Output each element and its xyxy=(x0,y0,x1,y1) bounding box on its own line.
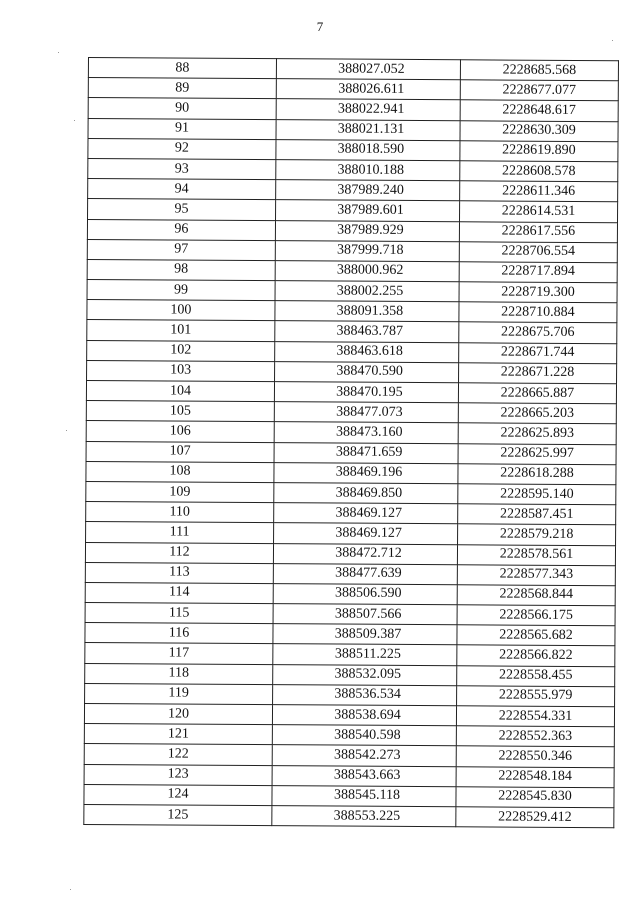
y-coordinate-cell: 2228550.346 xyxy=(456,746,614,767)
point-number-cell: 111 xyxy=(86,522,274,543)
x-coordinate-cell: 388469.127 xyxy=(274,523,458,544)
x-coordinate-cell: 388545.118 xyxy=(272,785,456,806)
x-coordinate-cell: 388511.225 xyxy=(273,644,457,665)
table-row xyxy=(84,804,614,827)
point-number-cell: 92 xyxy=(88,138,276,159)
point-number-cell: 95 xyxy=(88,199,276,220)
y-coordinate-cell: 2228619.890 xyxy=(460,141,618,162)
point-number-cell: 91 xyxy=(88,118,276,139)
y-coordinate-cell: 2228614.531 xyxy=(460,201,618,222)
point-number-cell: 112 xyxy=(85,542,273,563)
point-number-cell: 119 xyxy=(85,683,273,704)
x-coordinate-cell: 388463.618 xyxy=(275,341,459,362)
x-coordinate-cell: 387989.601 xyxy=(276,200,460,221)
point-number-cell: 108 xyxy=(86,461,274,482)
x-coordinate-cell: 388091.358 xyxy=(275,301,459,322)
y-coordinate-cell: 2228671.744 xyxy=(459,342,617,363)
point-number-cell: 96 xyxy=(87,219,275,240)
y-coordinate-cell: 2228706.554 xyxy=(459,241,617,262)
point-number-cell: 105 xyxy=(86,401,274,422)
y-coordinate-cell: 2228618.288 xyxy=(458,464,616,485)
y-coordinate-cell: 2228675.706 xyxy=(459,322,617,343)
point-number-cell: 103 xyxy=(87,360,275,381)
y-coordinate-cell: 2228719.300 xyxy=(459,282,617,303)
x-coordinate-cell: 388463.787 xyxy=(275,321,459,342)
y-coordinate-cell: 2228579.218 xyxy=(458,524,616,545)
y-coordinate-cell: 2228671.228 xyxy=(459,363,617,384)
point-number-cell: 99 xyxy=(87,280,275,301)
y-coordinate-cell: 2228568.844 xyxy=(457,585,615,606)
x-coordinate-cell: 388469.127 xyxy=(274,503,458,524)
scan-speck xyxy=(70,889,71,890)
y-coordinate-cell: 2228577.343 xyxy=(457,564,615,585)
x-coordinate-cell: 388540.598 xyxy=(272,725,456,746)
point-number-cell: 123 xyxy=(84,764,272,785)
y-coordinate-cell: 2228717.894 xyxy=(459,262,617,283)
point-number-cell: 90 xyxy=(88,98,276,119)
coordinate-table xyxy=(83,57,619,828)
point-number-cell: 107 xyxy=(86,441,274,462)
point-number-cell: 118 xyxy=(85,663,273,684)
scan-speck xyxy=(58,52,59,53)
x-coordinate-cell: 388507.566 xyxy=(273,604,457,625)
y-coordinate-cell: 2228578.561 xyxy=(457,544,615,565)
x-coordinate-cell: 388509.387 xyxy=(273,624,457,645)
y-coordinate-cell: 2228648.617 xyxy=(460,100,618,121)
scan-speck xyxy=(74,120,75,121)
point-number-cell: 89 xyxy=(88,78,276,99)
x-coordinate-cell: 388543.663 xyxy=(272,765,456,786)
x-coordinate-cell: 388532.095 xyxy=(273,664,457,685)
y-coordinate-cell: 2228625.893 xyxy=(458,423,616,444)
point-number-cell: 113 xyxy=(85,562,273,583)
x-coordinate-cell: 388506.590 xyxy=(273,584,457,605)
y-coordinate-cell: 2228625.997 xyxy=(458,443,616,464)
point-number-cell: 94 xyxy=(88,179,276,200)
point-number-cell: 124 xyxy=(84,784,272,805)
scan-speck xyxy=(66,430,67,431)
point-number-cell: 114 xyxy=(85,582,273,603)
point-number-cell: 97 xyxy=(87,239,275,260)
x-coordinate-cell: 388553.225 xyxy=(272,806,456,827)
x-coordinate-cell: 387999.718 xyxy=(275,240,459,261)
y-coordinate-cell: 2228566.175 xyxy=(457,605,615,626)
y-coordinate-cell: 2228566.822 xyxy=(457,645,615,666)
y-coordinate-cell: 2228630.309 xyxy=(460,120,618,141)
y-coordinate-cell: 2228552.363 xyxy=(456,726,614,747)
y-coordinate-cell: 2228558.455 xyxy=(457,665,615,686)
point-number-cell: 122 xyxy=(84,744,272,765)
x-coordinate-cell: 387989.240 xyxy=(276,180,460,201)
y-coordinate-cell: 2228608.578 xyxy=(460,161,618,182)
x-coordinate-cell: 388538.694 xyxy=(272,705,456,726)
y-coordinate-cell: 2228595.140 xyxy=(458,484,616,505)
x-coordinate-cell: 388542.273 xyxy=(272,745,456,766)
x-coordinate-cell: 388470.590 xyxy=(275,361,459,382)
x-coordinate-cell: 388536.534 xyxy=(273,684,457,705)
point-number-cell: 88 xyxy=(88,58,276,79)
y-coordinate-cell: 2228710.884 xyxy=(459,302,617,323)
x-coordinate-cell: 388021.131 xyxy=(276,119,460,140)
point-number-cell: 120 xyxy=(84,703,272,724)
point-number-cell: 98 xyxy=(87,259,275,280)
x-coordinate-cell: 387989.929 xyxy=(275,220,459,241)
y-coordinate-cell: 2228677.077 xyxy=(460,80,618,101)
y-coordinate-cell: 2228529.412 xyxy=(456,807,614,828)
x-coordinate-cell: 388470.195 xyxy=(274,382,458,403)
x-coordinate-cell: 388018.590 xyxy=(276,139,460,160)
point-number-cell: 102 xyxy=(87,340,275,361)
x-coordinate-cell: 388010.188 xyxy=(276,160,460,181)
x-coordinate-cell: 388471.659 xyxy=(274,442,458,463)
x-coordinate-cell: 388472.712 xyxy=(273,543,457,564)
point-number-cell: 116 xyxy=(85,623,273,644)
y-coordinate-cell: 2228555.979 xyxy=(457,686,615,707)
coordinate-table-body xyxy=(84,58,619,828)
x-coordinate-cell: 388469.850 xyxy=(274,483,458,504)
x-coordinate-cell: 388469.196 xyxy=(274,462,458,483)
x-coordinate-cell: 388002.255 xyxy=(275,281,459,302)
y-coordinate-cell: 2228665.887 xyxy=(458,383,616,404)
point-number-cell: 109 xyxy=(86,481,274,502)
point-number-cell: 104 xyxy=(86,380,274,401)
y-coordinate-cell: 2228565.682 xyxy=(457,625,615,646)
point-number-cell: 93 xyxy=(88,158,276,179)
x-coordinate-cell: 388026.611 xyxy=(276,79,460,100)
page-number: 7 xyxy=(316,19,324,34)
scan-speck xyxy=(612,40,613,41)
x-coordinate-cell: 388473.160 xyxy=(274,422,458,443)
x-coordinate-cell: 388477.073 xyxy=(274,402,458,423)
y-coordinate-cell: 2228611.346 xyxy=(460,181,618,202)
point-number-cell: 106 xyxy=(86,421,274,442)
point-number-cell: 117 xyxy=(85,643,273,664)
y-coordinate-cell: 2228548.184 xyxy=(456,766,614,787)
point-number-cell: 115 xyxy=(85,603,273,624)
x-coordinate-cell: 388027.052 xyxy=(276,59,460,80)
y-coordinate-cell: 2228665.203 xyxy=(458,403,616,424)
y-coordinate-cell: 2228685.568 xyxy=(460,60,618,81)
y-coordinate-cell: 2228545.830 xyxy=(456,787,614,808)
y-coordinate-cell: 2228587.451 xyxy=(458,504,616,525)
x-coordinate-cell: 388477.639 xyxy=(273,563,457,584)
x-coordinate-cell: 388022.941 xyxy=(276,99,460,120)
y-coordinate-cell: 2228554.331 xyxy=(456,706,614,727)
point-number-cell: 101 xyxy=(87,320,275,341)
y-coordinate-cell: 2228617.556 xyxy=(459,221,617,242)
point-number-cell: 110 xyxy=(86,502,274,523)
point-number-cell: 121 xyxy=(84,724,272,745)
x-coordinate-cell: 388000.962 xyxy=(275,261,459,282)
point-number-cell: 100 xyxy=(87,300,275,321)
point-number-cell: 125 xyxy=(84,804,272,825)
